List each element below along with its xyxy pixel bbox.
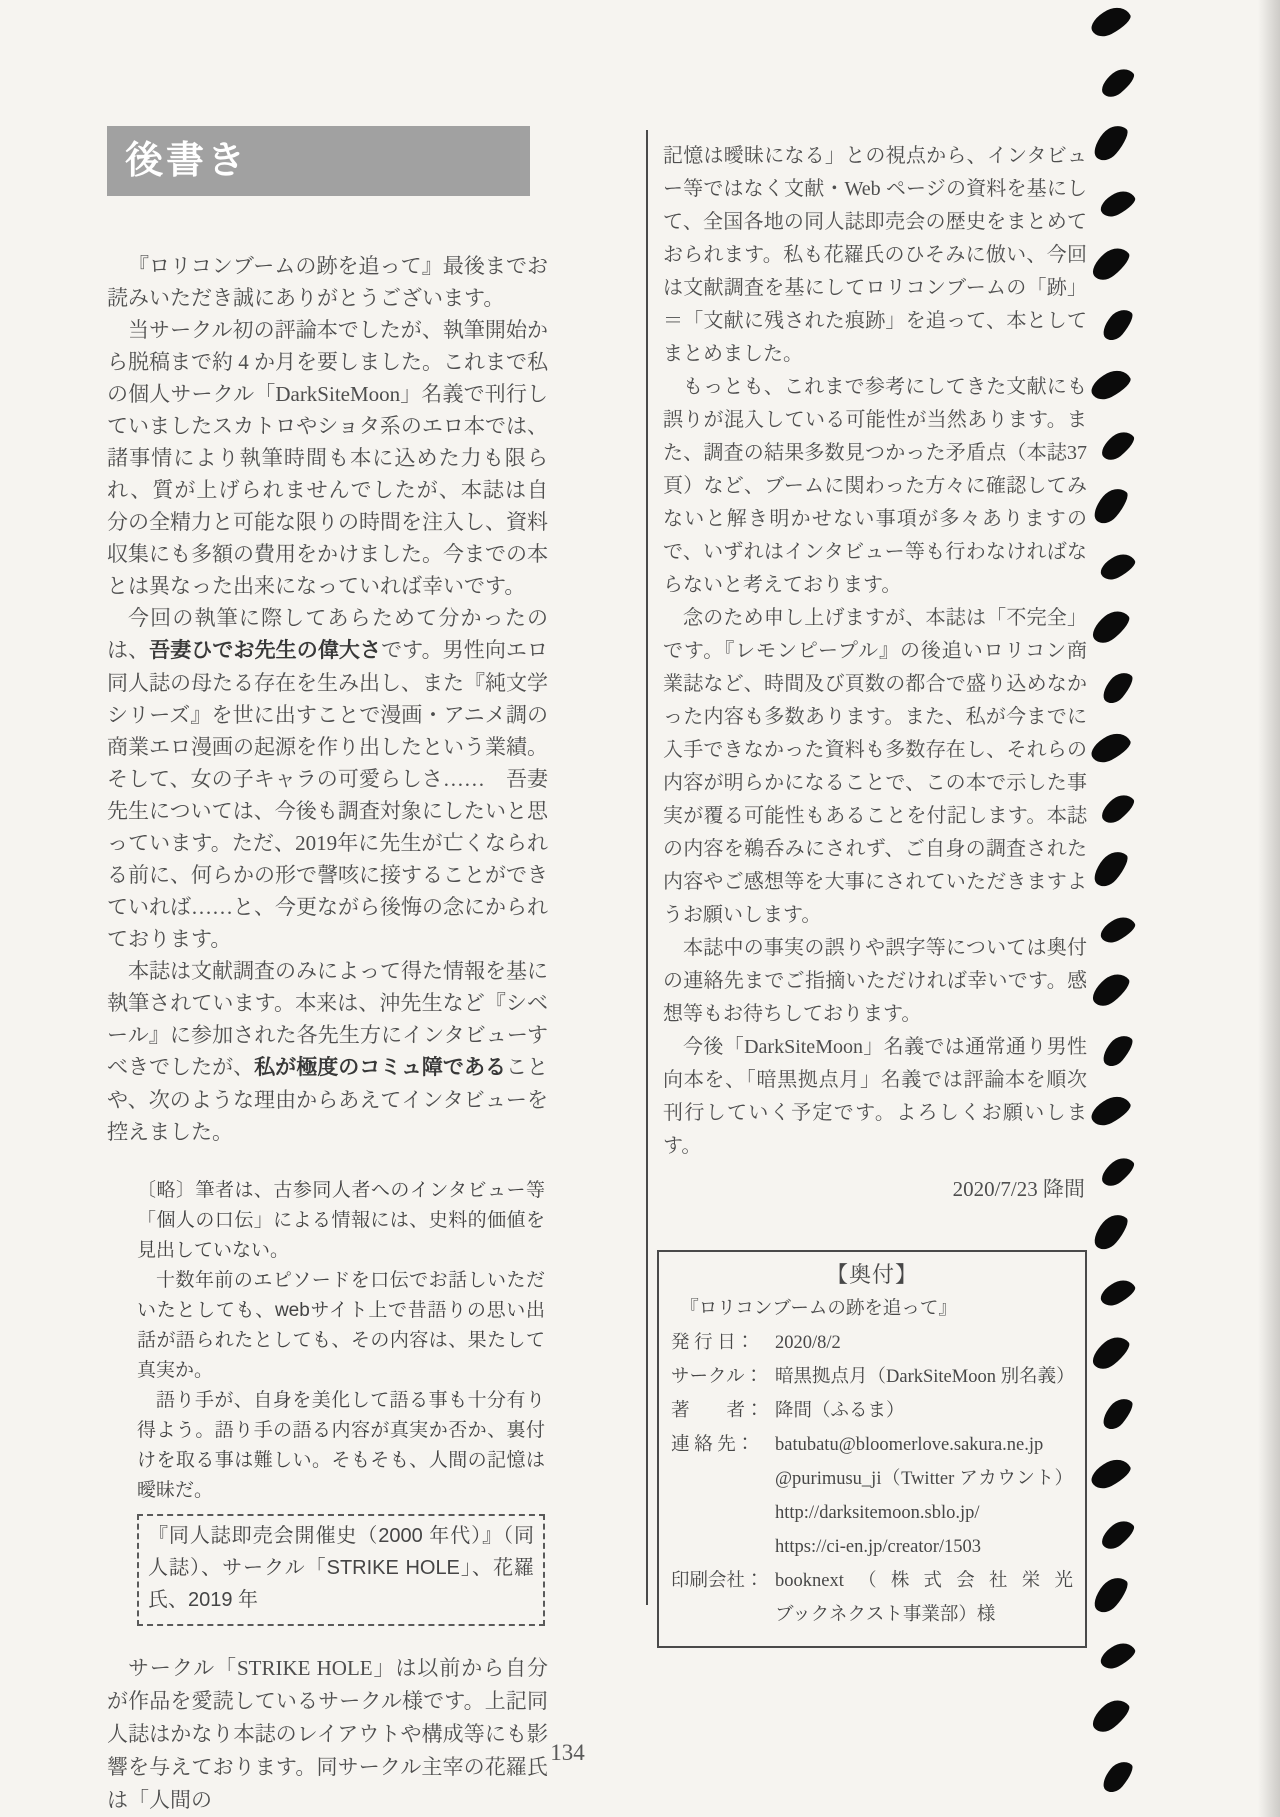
binding-mark — [1089, 1571, 1133, 1617]
contact-blog-url: http://darksitemoon.sblo.jp/ — [775, 1503, 980, 1523]
quote-line: 語り手が、自身を美化して語る事も十分有り得よう。語り手の語る内容が真実か否か、裏付けを取る事は難しい。そもそも、人間の記憶は曖昧だ。 — [137, 1390, 545, 1501]
binding-mark — [1097, 186, 1138, 221]
section-title: 後書き — [125, 140, 249, 182]
binding-mark — [1087, 365, 1134, 405]
section-header-bar — [107, 126, 530, 196]
contact-twitter: @purimusu_ji（Twitter アカウント） — [775, 1469, 1073, 1489]
contact-email: batubatu@bloomerlove.sakura.ne.jp — [775, 1435, 1044, 1455]
binding-mark — [1097, 1515, 1138, 1553]
binding-mark — [1087, 1331, 1133, 1375]
paragraph-text: ことや、次のような理由からあえてインタビューを控えました。 — [107, 1055, 549, 1144]
colophon-row-contact — [671, 1428, 1073, 1564]
signature-date: 2020/7/23 降間 — [952, 1177, 1085, 1201]
paragraph: 『ロリコンブームの跡を追って』最後までお読みいただき誠にありがとうございます。 — [107, 254, 548, 310]
paragraph: 本誌中の事実の誤りや誤字等については奥付の連絡先までご指摘いただければ幸いです。感想等もお待ちしております。 — [663, 937, 1087, 1025]
paragraph-text: です。男性向エロ同人誌の母たる存在を生み出し、また『純文学シリーズ』を世に出すことで漫画・アニメ調の商業エロ漫画の起源を作り出したという業績。そして、女の子キャラの可愛らしさ…… 吾妻先生については、今後も調査対象にしたいと思っています。ただ、2019年に先生が亡くなられる前に、何らかの形で謦咳に接することができていれば……と、今更ながら後悔の念にかられております。 — [107, 638, 548, 951]
paragraph-text: 今回の執筆に際してあらためて分かったのは、 — [107, 606, 548, 662]
scan-edge-shadow — [1258, 0, 1280, 1817]
paragraph — [107, 955, 548, 1148]
colophon-heading: 【奥付】 — [825, 1262, 918, 1287]
binding-mark — [1087, 2, 1134, 42]
quote-block — [137, 1176, 545, 1506]
paragraph: 記憶は曖昧になる」との視点から、インタビュー等ではなく文献・Web ページの資料を基にして、全国各地の同人誌即売会の歴史をまとめておられます。私も花羅氏のひそみに倣い、今回は文献調査を基にしてロリコンブームの「跡」＝「文献に残された痕跡」を追って、本としてまとめました。 — [663, 145, 1087, 365]
binding-mark — [1089, 119, 1133, 165]
colophon-label: サークル： — [671, 1367, 763, 1387]
colophon-row-printer — [671, 1564, 1073, 1632]
citation-box — [137, 1514, 545, 1626]
emphasized-text: 私が極度のコミュ障である — [254, 1056, 506, 1079]
paragraph: 念のため申し上げますが、本誌は「不完全」です。『レモンピープル』の後追いロリコン商業誌など、時間及び頁数の都合で盛り込めなかった内容も多数あります。また、私が今までに入手できなかった資料も多数存在し、それらの内容が明らかになることで、この本で示した事実が覆る可能性もあることを付記します。本誌の内容を鵜呑みにされず、ご自身の調査された内容やご感想等を大事にされていただきますようお願いします。 — [663, 607, 1087, 926]
page-number: 134 — [550, 1740, 585, 1765]
binding-mark — [1098, 1030, 1137, 1071]
right-column — [663, 140, 1087, 1648]
binding-mark — [1087, 605, 1133, 649]
emphasized-text: 吾妻ひでお先生の偉大さ — [149, 639, 382, 662]
paragraph — [107, 602, 548, 955]
left-column — [107, 250, 548, 1817]
paragraph: サークル「STRIKE HOLE」は以前から自分が作品を愛読しているサークル様です。上記同人誌はかなり本誌のレイアウトや構成等にも影響を与えております。同サークル主宰の花羅氏は「人間の — [107, 1656, 548, 1812]
paragraph: もっとも、これまで参考にしてきた文献にも誤りが混入している可能性が当然あります。また、調査の結果多数見つかった矛盾点（本誌37頁）など、ブームに関わった方々に確認してみないと解き明かせない事項が多々ありますので、いずれはインタビュー等も行わなければならないと考えております。 — [663, 376, 1087, 596]
paragraph: 今後「DarkSiteMoon」名義では通常通り男性向本を、「暗黒拠点月」名義では評論本を順次刊行していく予定です。よろしくお願いします。 — [663, 1036, 1087, 1157]
quote-line: 十数年前のエピソードを口伝でお話しいただいたとしても、webサイト上で昔語りの思い出話が語られたとしても、その内容は、果たして真実か。 — [137, 1270, 545, 1381]
binding-mark — [1097, 1275, 1138, 1310]
colophon-value: 降間（ふるま） — [775, 1401, 905, 1421]
binding-mark — [1087, 1091, 1134, 1131]
colophon-value: 2020/8/2 — [775, 1333, 841, 1353]
binding-mark — [1098, 667, 1137, 708]
colophon-value: 暗黒拠点月（DarkSiteMoon 別名義） — [775, 1367, 1075, 1387]
contact-cien-url: https://ci-en.jp/creator/1503 — [775, 1537, 982, 1557]
colophon-row-circle — [671, 1360, 1073, 1394]
binding-mark — [1097, 789, 1138, 827]
binding-mark — [1087, 968, 1133, 1012]
column-divider — [646, 130, 648, 1605]
colophon-label: 連 絡 先： — [671, 1435, 755, 1455]
colophon-label: 発 行 日： — [671, 1333, 755, 1353]
binding-mark — [1097, 63, 1138, 101]
binding-mark — [1089, 482, 1133, 528]
quote-line: 〔略〕筆者は、古参同人者へのインタビュー等「個人の口伝」による情報には、史料的価値を見出していない。 — [137, 1180, 545, 1261]
binding-mark — [1097, 1152, 1138, 1190]
colophon-row-author — [671, 1394, 1073, 1428]
book-title: 『ロリコンブームの跡を追って』 — [680, 1299, 957, 1319]
binding-mark — [1089, 845, 1133, 891]
binding-mark — [1087, 728, 1134, 768]
binding-mark — [1089, 1208, 1133, 1254]
colophon-box — [657, 1250, 1087, 1648]
binding-mark — [1097, 912, 1138, 947]
binding-mark — [1097, 1638, 1138, 1673]
colophon-row-publish-date — [671, 1326, 1073, 1360]
citation-text: 『同人誌即売会開催史（2000 年代）』（同人誌）、サークル「STRIKE HOLE」、花羅氏、2019 年 — [148, 1525, 534, 1611]
colophon-label: 印刷会社： — [671, 1571, 764, 1591]
printer-name-cont: ブックネクスト事業部）様 — [775, 1605, 996, 1625]
binding-mark — [1087, 1454, 1134, 1494]
paragraph-text: 本誌は文献調査のみによって得た情報を基に執筆されています。本来は、沖先生など『シベール』に参加された各先生方にインタビューすべきでしたが、 — [107, 959, 548, 1079]
binding-mark — [1097, 426, 1138, 464]
printer-name: booknext（株式会社栄光 — [775, 1571, 1073, 1591]
paragraph: 当サークル初の評論本でしたが、執筆開始から脱稿まで約 4 か月を要しました。これまで私の個人サークル「DarkSiteMoon」名義で刊行していましたスカトロやショタ系のエロ本では、諸事情により執筆時間も本に込めた力も限られ、質が上げられませんでしたが、本誌は自分の全精力と可能な限りの時間を注入し、資料収集にも多額の費用をかけました。今までの本とは異なった出来になっていれば幸いです。 — [107, 318, 548, 598]
binding-mark — [1098, 304, 1137, 345]
binding-mark — [1087, 242, 1133, 286]
binding-mark — [1097, 549, 1138, 584]
colophon-label: 著 者： — [671, 1401, 764, 1421]
binding-mark — [1087, 1694, 1133, 1738]
binding-mark — [1098, 1393, 1137, 1434]
